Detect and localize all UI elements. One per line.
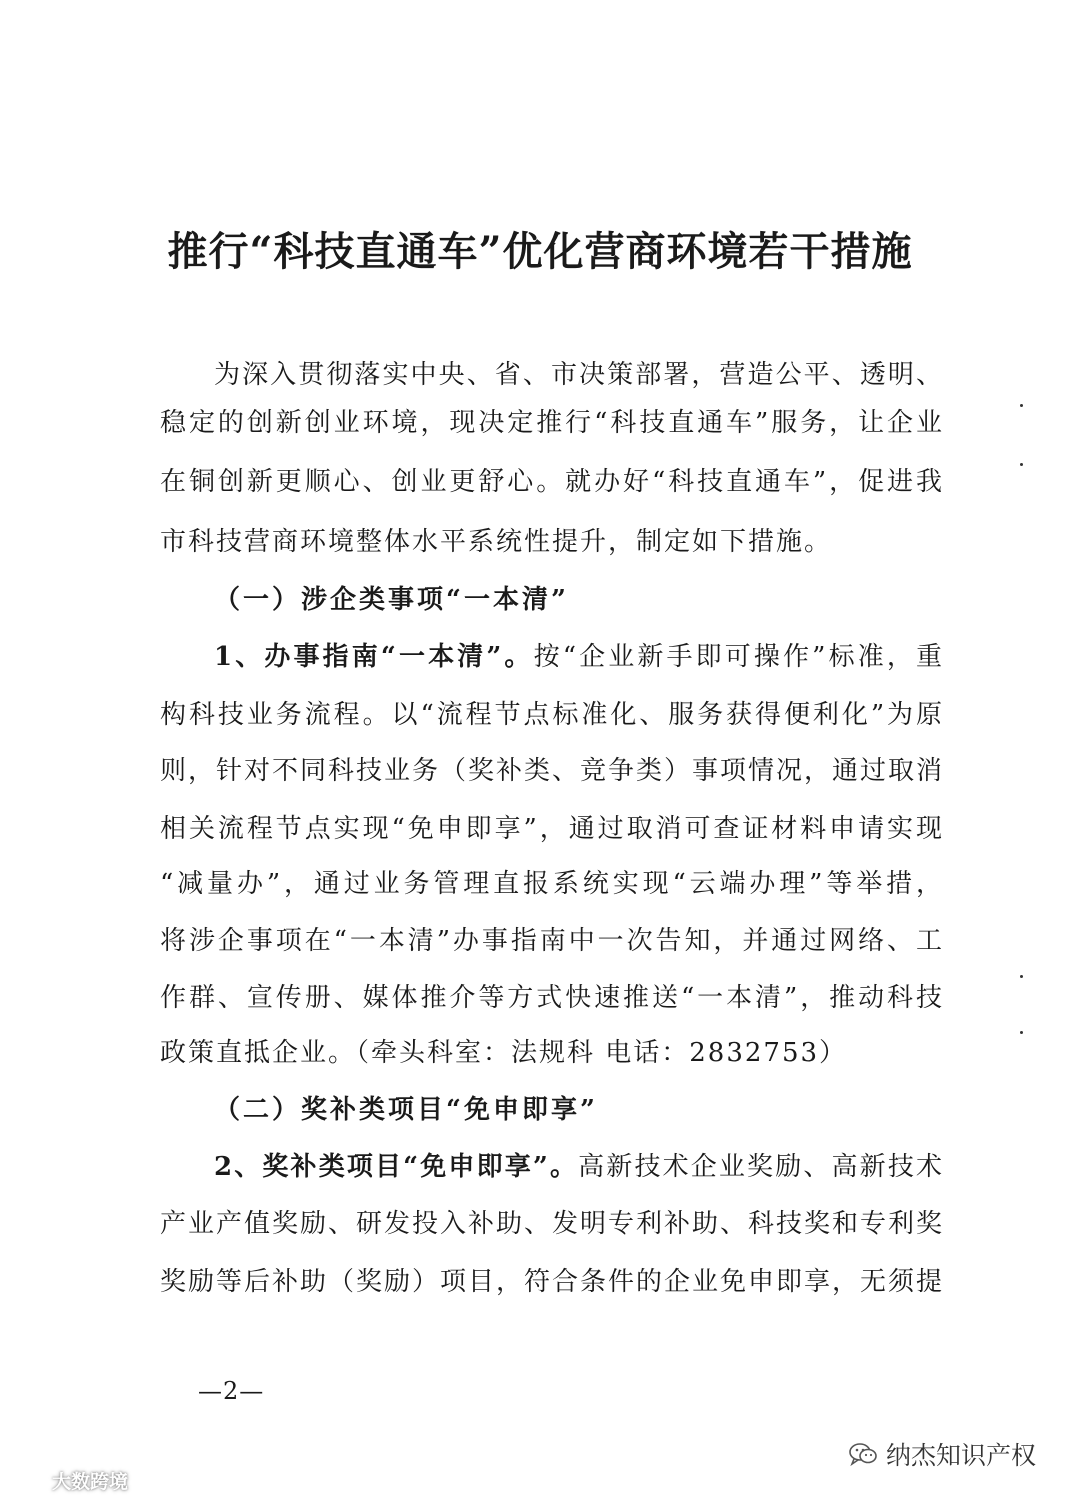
margin-mark	[1020, 463, 1023, 466]
intro-line: 稳定的创新创业环境，现决定推行“科技直通车”服务，让企业	[160, 408, 942, 438]
item-1-line: 作群、宣传册、媒体推介等方式快速推送“一本清”，推动科技	[160, 983, 942, 1013]
intro-line: 在铜创新更顺心、创业更舒心。就办好“科技直通车”，促进我	[160, 467, 942, 497]
watermark-account	[848, 1436, 1036, 1472]
margin-mark	[1020, 404, 1023, 407]
item-1-line: 将涉企事项在“一本清”办事指南中一次告知，并通过网络、工	[160, 926, 942, 956]
item-1-first-line-rest: 按“企业新手即可操作”标准，重	[533, 642, 942, 672]
item-1-lead: 1、办事指南“一本清”。	[214, 642, 534, 672]
intro-line: 市科技营商环境整体水平系统性提升，制定如下措施。	[160, 527, 833, 557]
item-2-line: 奖励等后补助（奖励）项目，符合条件的企业免申即享，无须提	[160, 1267, 942, 1297]
item-2-first-line-rest: 高新技术企业奖励、高新技术	[578, 1152, 942, 1182]
item-2-line: 产业产值奖励、研发投入补助、发明专利补助、科技奖和专利奖	[160, 1209, 942, 1239]
item-1-line: 政策直抵企业。（牵头科室：法规科 电话：2832753）	[160, 1038, 848, 1068]
item-1-line: 则，针对不同科技业务（奖补类、竞争类）事项情况，通过取消	[160, 756, 942, 786]
item-2-first-line	[214, 1147, 942, 1187]
page-number: —2—	[198, 1377, 265, 1405]
watermark-brand	[4, 1464, 128, 1496]
section-heading-2: （二）奖补类项目“免申即享”	[214, 1095, 598, 1125]
item-1-line: “减量办”，通过业务管理直报系统实现“云端办理”等举措，	[160, 869, 942, 899]
item-1-first-line	[214, 637, 942, 677]
intro-line: 为深入贯彻落实中央、省、市决策部署，营造公平、透明、	[214, 360, 942, 390]
section-heading-1: （一）涉企类事项“一本清”	[214, 585, 569, 615]
item-1-line: 构科技业务流程。以“流程节点标准化、服务获得便利化”为原	[160, 700, 942, 730]
margin-mark	[1020, 975, 1023, 978]
logo-icon	[4, 1468, 46, 1492]
watermark-brand-name: 大数跨境	[52, 1470, 129, 1493]
margin-mark	[1020, 1031, 1023, 1034]
item-1-line: 相关流程节点实现“免申即享”，通过取消可查证材料申请实现	[160, 814, 942, 844]
watermark-account-name: 纳杰知识产权	[886, 1441, 1037, 1470]
document-title: 推行“科技直通车”优化营商环境若干措施	[167, 228, 913, 275]
item-2-lead: 2、奖补类项目“免申即享”。	[214, 1152, 579, 1182]
wechat-icon	[848, 1441, 878, 1467]
